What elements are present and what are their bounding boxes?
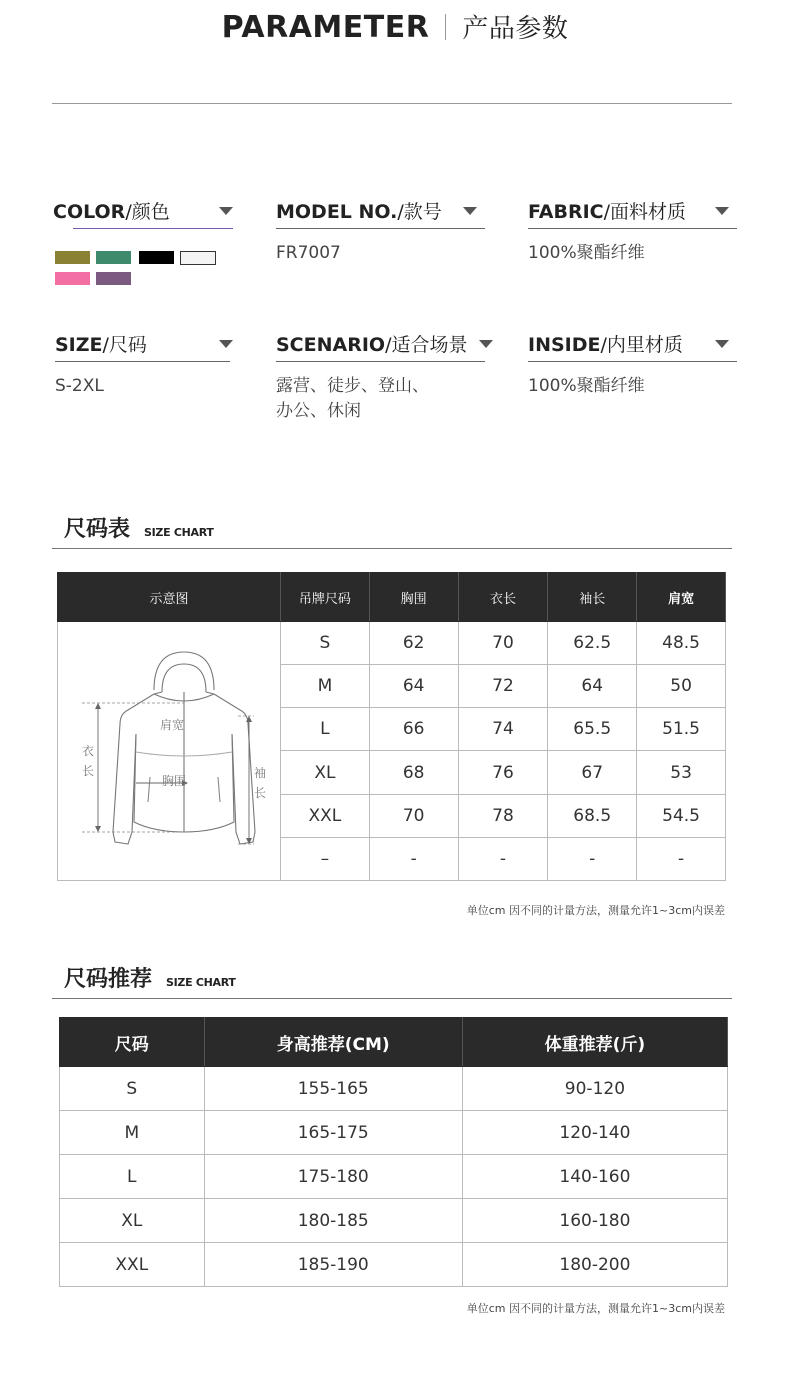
size-chart-title-en: SIZE CHART [144, 526, 214, 539]
param-inside-value: 100%聚酯纤维 [528, 376, 645, 396]
table-cell: 160-180 [462, 1199, 727, 1243]
table-cell: 65.5 [548, 708, 637, 751]
table-cell: 64 [369, 665, 458, 708]
table-cell: 78 [458, 794, 548, 837]
table-cell: 155-165 [204, 1067, 462, 1111]
size-recommend-note: 单位cm 因不同的计量方法，测量允许1~3cm内误差 [466, 1302, 725, 1315]
table-cell: 74 [458, 708, 548, 751]
table-cell: 90-120 [462, 1067, 727, 1111]
param-model-header [276, 197, 485, 227]
param-model [276, 197, 485, 266]
param-model-label: MODEL NO. [276, 201, 398, 223]
title-cn: 产品参数 [462, 14, 569, 44]
chevron-down-icon [463, 207, 477, 215]
param-scenario-label: SCENARIO [276, 334, 386, 356]
table-row [58, 622, 726, 665]
title-en: PARAMETER [221, 10, 430, 45]
table-cell: 62.5 [548, 622, 637, 665]
table-cell: XXL [60, 1243, 205, 1287]
table-cell: 120-140 [462, 1111, 727, 1155]
color-swatch [96, 251, 131, 264]
size-recommend-title-cn: 尺码推荐 [64, 967, 153, 992]
table-cell: M [281, 665, 370, 708]
chevron-down-icon [219, 207, 233, 215]
param-model-value: FR7007 [276, 243, 341, 263]
size-chart-table [57, 572, 726, 881]
table-header-row [58, 573, 726, 622]
param-inside-header [528, 330, 737, 360]
color-swatch [55, 272, 90, 285]
color-swatch [55, 251, 90, 264]
table-cell: 50 [637, 665, 726, 708]
table-cell: 67 [548, 751, 637, 794]
table-cell: 62 [369, 622, 458, 665]
table-cell: - [369, 837, 458, 880]
column-header: 吊牌尺码 [281, 573, 370, 622]
page-title [0, 8, 790, 48]
chevron-down-icon [219, 340, 233, 348]
color-swatch [139, 251, 174, 264]
param-fabric-underline [528, 228, 737, 229]
table-cell: 64 [548, 665, 637, 708]
table-cell: - [637, 837, 726, 880]
param-model-underline [276, 228, 485, 229]
table-row [60, 1199, 728, 1243]
table-cell: 175-180 [204, 1155, 462, 1199]
column-header: 衣长 [458, 573, 548, 622]
table-cell: 51.5 [637, 708, 726, 751]
param-fabric-label: FABRIC [528, 201, 604, 223]
title-underline [52, 103, 732, 104]
table-row [60, 1155, 728, 1199]
param-fabric-header [528, 197, 737, 227]
table-cell: 48.5 [637, 622, 726, 665]
param-model-label-cn: /款号 [397, 201, 442, 223]
size-recommend-table [59, 1017, 728, 1287]
table-cell: L [60, 1155, 205, 1199]
param-scenario-underline [276, 361, 485, 362]
chevron-down-icon [715, 207, 729, 215]
table-cell: 68 [369, 751, 458, 794]
table-cell: 180-185 [204, 1199, 462, 1243]
param-inside [528, 330, 737, 399]
size-recommend-title-en: SIZE CHART [166, 976, 236, 989]
table-cell: 70 [369, 794, 458, 837]
param-color [53, 197, 233, 229]
table-cell: S [60, 1067, 205, 1111]
column-header: 身高推荐(CM) [204, 1018, 462, 1067]
param-size-label-cn: /尺码 [102, 334, 147, 356]
size-chart-note: 单位cm 因不同的计量方法，测量允许1~3cm内误差 [466, 904, 725, 917]
table-cell: 68.5 [548, 794, 637, 837]
column-header: 示意图 [58, 573, 281, 622]
table-cell: - [458, 837, 548, 880]
table-cell: S [281, 622, 370, 665]
column-header: 肩宽 [637, 573, 726, 622]
param-inside-label: INSIDE [528, 334, 601, 356]
diagram-label-length: 衣 [82, 744, 95, 758]
param-size [55, 330, 230, 399]
table-header-row [60, 1018, 728, 1067]
table-cell: L [281, 708, 370, 751]
param-color-label-cn: /颜色 [125, 201, 170, 223]
table-cell: 72 [458, 665, 548, 708]
param-size-label: SIZE [55, 334, 103, 356]
size-recommend-heading [52, 962, 732, 999]
param-color-header [53, 197, 233, 227]
table-row [60, 1067, 728, 1111]
title-divider [445, 14, 446, 40]
param-color-underline [73, 228, 233, 229]
column-header: 胸围 [369, 573, 458, 622]
table-row [60, 1243, 728, 1287]
column-header: 体重推荐(斤) [462, 1018, 727, 1067]
param-size-value: S-2XL [55, 376, 104, 396]
table-cell: - [548, 837, 637, 880]
diagram-label-chest: 胸围 [162, 774, 187, 788]
table-row [60, 1111, 728, 1155]
param-inside-underline [528, 361, 737, 362]
param-size-underline [55, 361, 230, 362]
param-scenario-value-line: 办公、休闲 [276, 401, 361, 421]
table-cell: 53 [637, 751, 726, 794]
diagram-label-sleeve: 袖 [254, 766, 267, 780]
table-cell: 140-160 [462, 1155, 727, 1199]
param-size-header [55, 330, 230, 360]
param-fabric-value: 100%聚酯纤维 [528, 243, 645, 263]
table-cell: 180-200 [462, 1243, 727, 1287]
diagram-label-shoulder: 肩宽 [160, 718, 185, 732]
column-header: 尺码 [60, 1018, 205, 1067]
table-cell: XL [281, 751, 370, 794]
param-scenario-value [276, 374, 485, 424]
column-header: 袖长 [548, 573, 637, 622]
size-chart-heading [52, 512, 732, 549]
jacket-diagram-cell [58, 622, 281, 881]
chevron-down-icon [715, 340, 729, 348]
table-cell: XL [60, 1199, 205, 1243]
table-cell: 185-190 [204, 1243, 462, 1287]
table-cell: 66 [369, 708, 458, 751]
chevron-down-icon [479, 340, 493, 348]
param-fabric-label-cn: /面料材质 [603, 201, 687, 223]
color-swatch [96, 272, 131, 285]
param-fabric [528, 197, 737, 266]
param-scenario-header [276, 330, 485, 360]
table-cell: 165-175 [204, 1111, 462, 1155]
param-scenario [276, 330, 485, 424]
diagram-label-sleeve: 长 [254, 786, 267, 800]
table-cell: – [281, 837, 370, 880]
diagram-label-length: 长 [82, 764, 95, 778]
param-color-label: COLOR [53, 201, 126, 223]
color-swatch [180, 251, 216, 265]
param-inside-label-cn: /内里材质 [600, 334, 683, 356]
table-cell: XXL [281, 794, 370, 837]
param-scenario-value-line: 露营、徒步、登山、 [276, 376, 429, 396]
table-cell: M [60, 1111, 205, 1155]
param-scenario-label-cn: /适合场景 [385, 334, 468, 356]
size-chart-title-cn: 尺码表 [64, 517, 131, 542]
table-cell: 54.5 [637, 794, 726, 837]
table-cell: 70 [458, 622, 548, 665]
table-cell: 76 [458, 751, 548, 794]
